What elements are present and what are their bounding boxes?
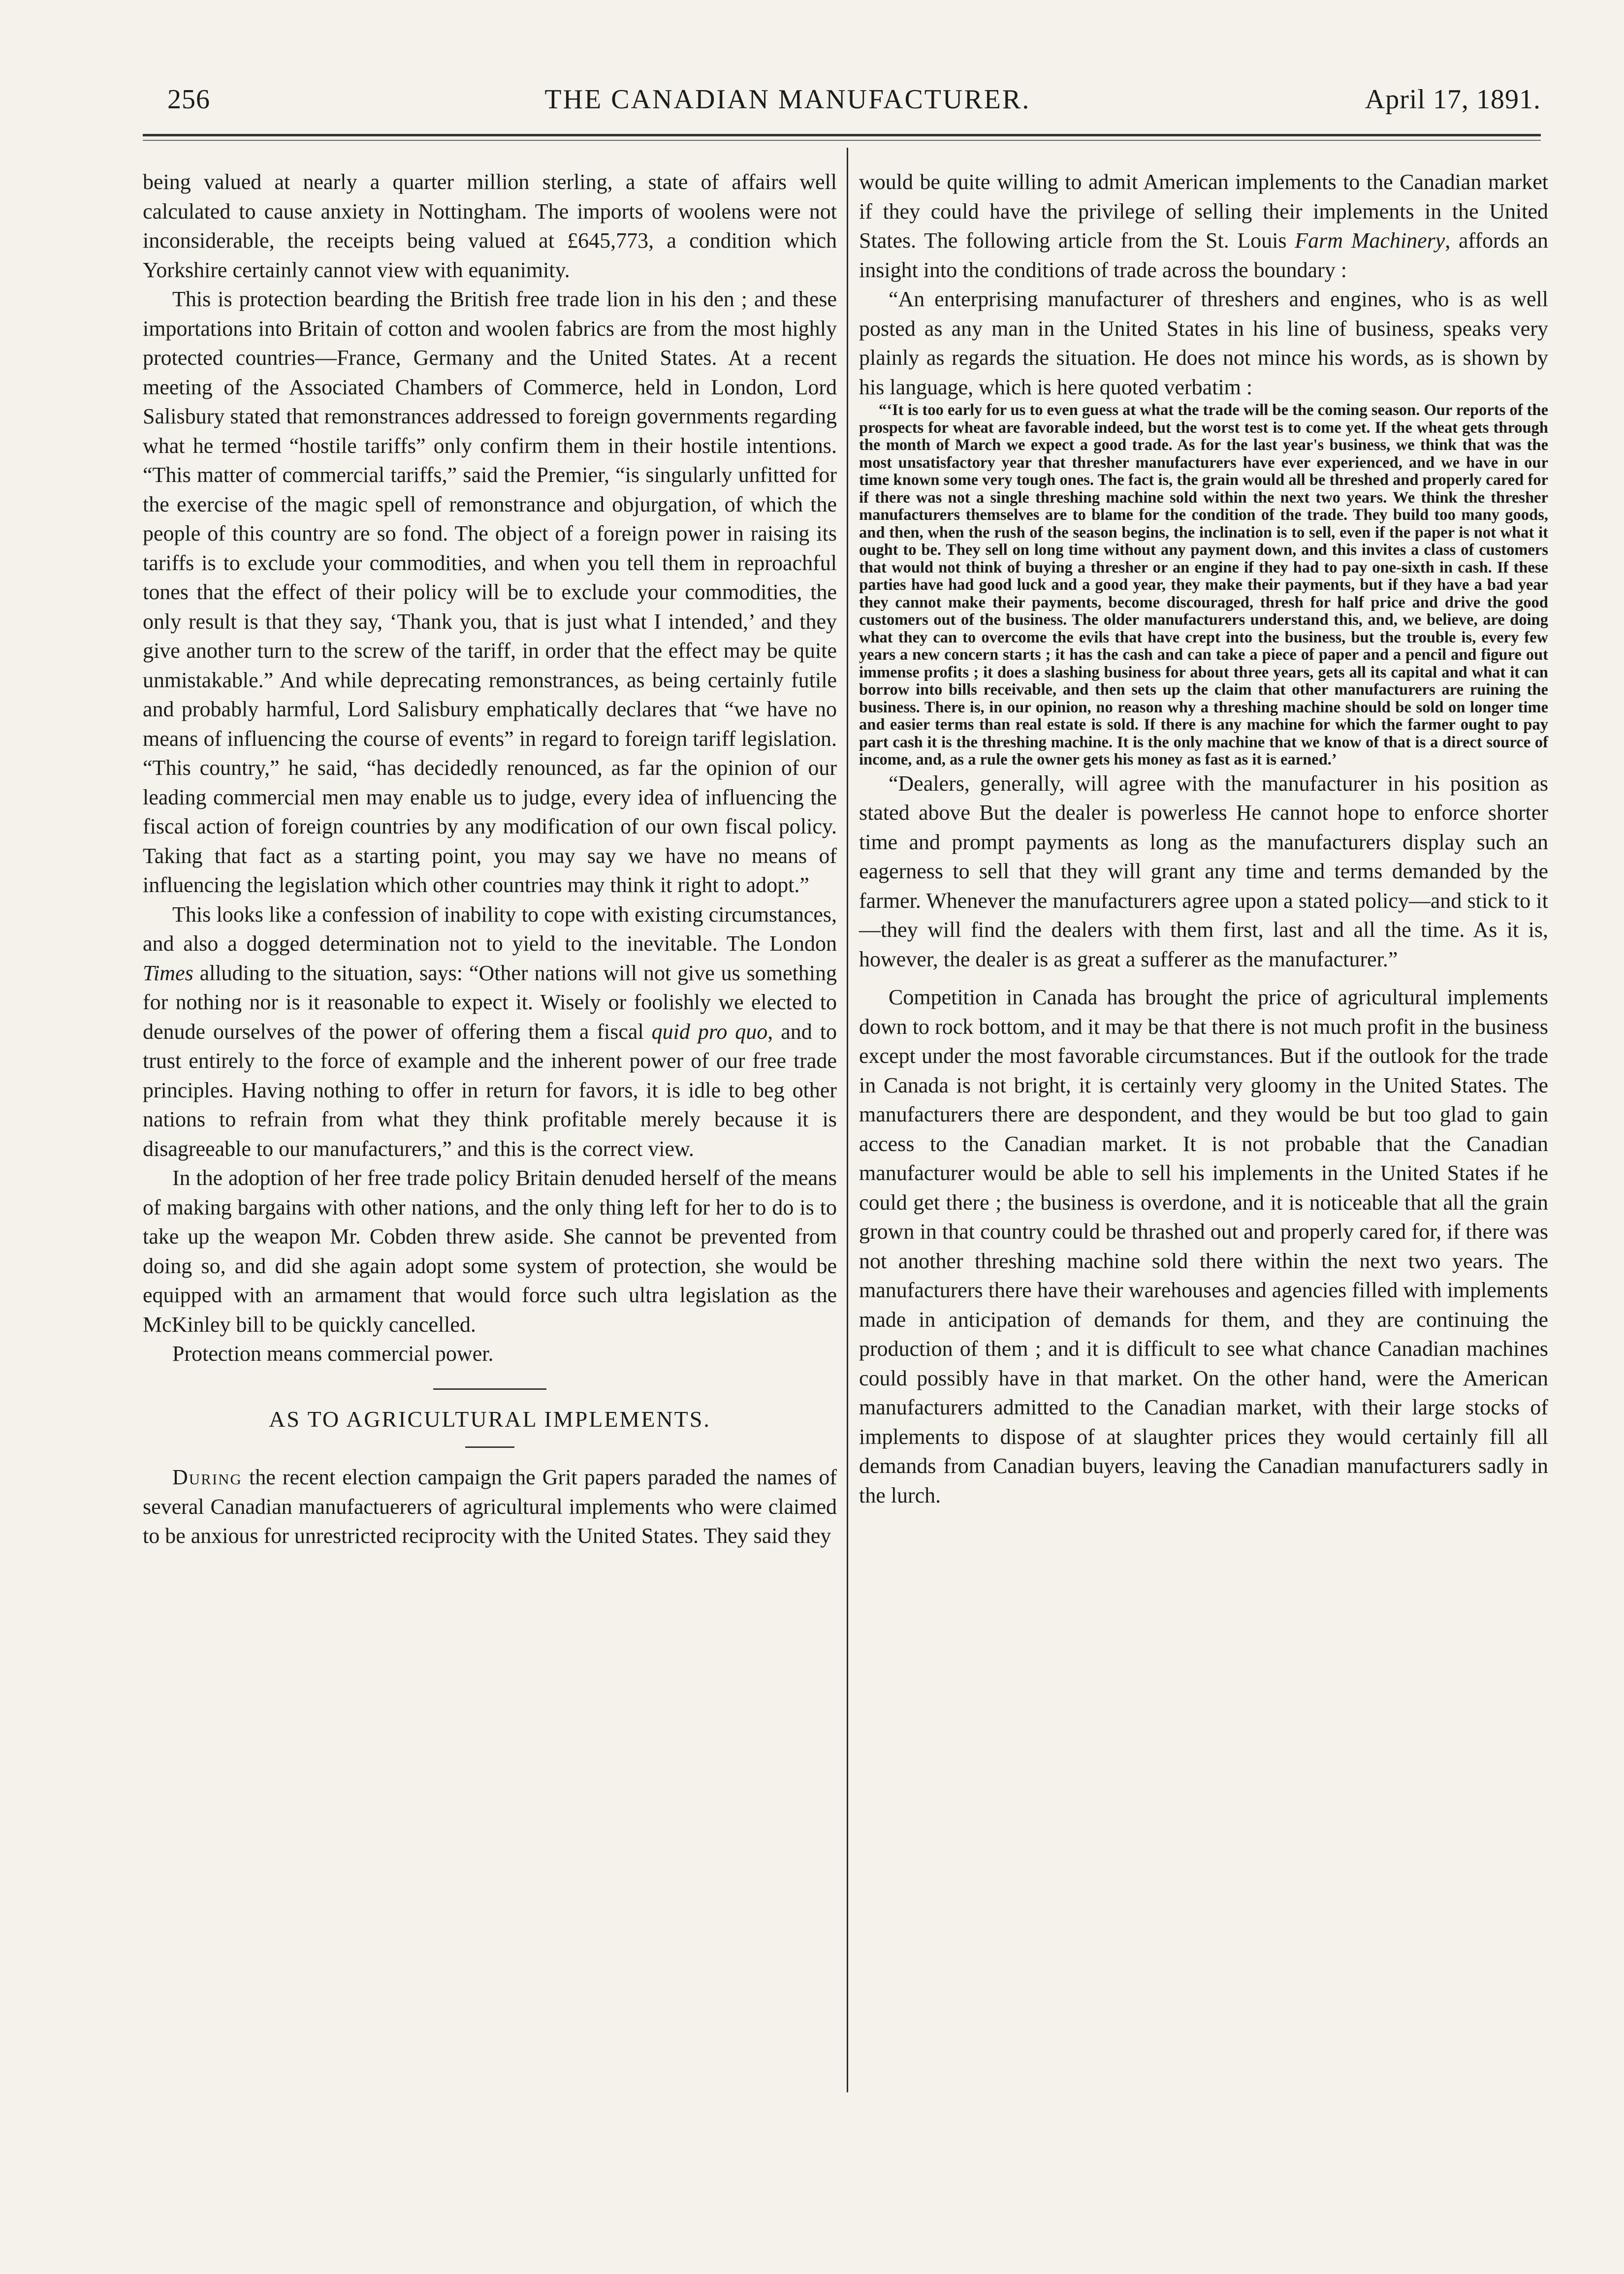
- publication-title: THE CANADIAN MANUFACTURER.: [544, 84, 1031, 115]
- left-p3-part-3: , and to trust entirely to the force of example and the inherent power of our free trade principles. Having nothing to offer in return for favors, it is idle to beg other nations to refrain from what they think profitable merely because it is disagreeable to our manufacturers,” and this is the correct view.: [143, 1019, 837, 1161]
- left-paragraph-4: In the adoption of her free trade policy Britain denuded herself of the means of making bargains with other nations, and the only thing left for her to do is to take up the weapon Mr. Cobden threw aside. She cannot be prevented from doing so, and did she again adopt some system of protection, she would be equipped with an armament that would force such ultra legislation as the McKinley bill to be quickly cancelled.: [143, 1166, 837, 1337]
- header-rule: [143, 134, 1541, 136]
- left-column: [143, 167, 837, 1551]
- section-heading-rule: [465, 1446, 514, 1448]
- right-p1-part-2: , affords an insight into the conditions of trade across the boundary :: [859, 228, 1548, 282]
- thresher-quote: “‘It is too early for us to even guess at what the trade will be the coming season. Our reports of the prospects for wheat are favorable indeed, but the worst test is to come yet. If the wheat gets through the month of March we expect a good trade. As for the last year's business, we think that was the most unsatisfactory year that thresher manufacturers have ever experienced, and we have in our time known some very tough ones. The fact is, the grain would all be threshed and properly cared for if there was not a single threshing machine sold within the next two years. We think the thresher manufacturers themselves are to blame for the condition of the trade. They build too many goods, and then, when the rush of the season begins, the inclination is to sell, even if the paper is not what it ought to be. They sell on long time without any payment down, and this invites a class of customers that would not think of buying a thresher or an engine if they had to pay one-sixth in cash. If these parties have had good luck and a good year, they make their payments, but if they have a bad year they cannot make their payments, become discouraged, thresh for half price and drive the good customers out of the business. The older manufacturers understand this, and, we believe, are doing what they can to overcome the evils that have crept into the business, but the trouble is, every few years a new concern starts ; it has the cash and can take a piece of paper and a pencil and figure out immense profits ; it does a slashing business for about three years, gets all its capital and what it can borrow into bills receivable, and then sets up the claim that other manufacturers are ruining the business. There is, in our opinion, no reason why a threshing machine should be sold on longer time and easier terms than real estate is sold. If there is any machine for which the farmer ought to pay part cash it is the threshing machine. It is the only machine that we know of that is a direct source of income, and, as a rule the owner gets his money as fast as it is earned.’: [859, 401, 1548, 769]
- left-p3-part-1: This looks like a confession of inability to cope with existing circumstances, and also a dogged determination not to yield to the inevitable. The London: [143, 902, 837, 956]
- page-header: [167, 84, 1541, 123]
- farm-machinery-title: Farm Machinery: [1295, 228, 1445, 253]
- right-p1-part-1: would be quite willing to admit American implements to the Canadian market if they could have the privilege of selling their implements in the United States. The following article from the St. Louis: [859, 170, 1548, 253]
- left-paragraph-5: Protection means commercial power.: [172, 1342, 494, 1366]
- left-paragraph-6: [143, 1463, 837, 1551]
- section-rule: [433, 1388, 546, 1390]
- left-paragraph-2: This is protection bearding the British free trade lion in his den ; and these importations into Britain of cotton and woolen fabrics are from the most highly protected countries—France, Germany and the United States. At a recent meeting of the Associated Chambers of Commerce, held in London, Lord Salisbury stated that remonstrances addressed to foreign governments regarding what he termed “hostile tariffs” only confirm them in their hostile intentions. “This matter of commercial tariffs,” said the Premier, “is singularly unfitted for the exercise of the magic spell of remonstrance and objurgation, of which the people of this country are so fond. The object of a foreign power in raising its tariffs is to exclude your commodities, and when you tell them in reproachful tones that the effect of their policy will be to exclude your commodities, the only result is that they say, ‘Thank you, that is just what I intended,’ and they give another turn to the screw of the tariff, in order that the effect may be quite unmistakable.” And while deprecating remonstrances, as being certainly futile and probably harmful, Lord Salisbury emphatically declares that “we have no means of influencing the course of events” in regard to foreign tariff legislation. “This country,” he said, “has decidedly renounced, as far the opinion of our leading commercial men may enable us to judge, every idea of influencing the fiscal action of foreign countries by any modification of our own fiscal policy. Taking that fact as a starting point, you may say we have no means of influencing the legislation which other countries may think it right to adopt.”: [143, 287, 837, 897]
- column-divider: [847, 148, 848, 2092]
- quid-pro-quo: quid pro quo: [651, 1019, 768, 1044]
- header-rule-thin: [143, 140, 1541, 141]
- right-paragraph-4: Competition in Canada has brought the price of agricultural implements down to rock bottom, and it may be that there is not much profit in the business except under the most favorable circumstances. But if the outlook for the trade in Canada is not bright, it is certainly very gloomy in the United States. The manufacturers there are despondent, and they would be but too glad to gain access to the Canadian market. It is not probable that the Canadian manufacturer would be able to sell his implements in the United States if he could get there ; the business is overdone, and it is noticeable that all the grain grown in that country could be thrashed out and properly cared for, if there was not another threshing machine sold there within the next two years. The manufacturers there have their warehouses and agencies filled with implements made in anticipation of demands for them, and they are continuing the production of them ; and it is difficult to see what chance Canadian machines could possibly have in that market. On the other hand, were the American manufacturers admitted to the Canadian market, with their large stocks of implements to dispose of at slaughter prices they would certainly fill all demands from Canadian buyers, leaving the Canadian manufacturers sadly in the lurch.: [859, 985, 1548, 1507]
- right-paragraph-2: “An enterprising manufacturer of threshers and engines, who is as well posted as any man in the United States in his line of business, speaks very plainly as regards the situation. He does not mince his words, as is shown by his language, which is here quoted verbatim :: [859, 287, 1548, 399]
- right-paragraph-1: [859, 167, 1548, 285]
- section-heading: AS TO AGRICULTURAL IMPLEMENTS.: [269, 1406, 711, 1432]
- left-p3-part-2: alluding to the situation, says: “Other nations will not give us something for nothing nor is it reasonable to expect it. Wisely or foolishly we elected to denude ourselves of the power of offering them a fiscal: [143, 961, 837, 1044]
- left-paragraph-3: [143, 900, 837, 1164]
- drop-word: During: [172, 1465, 242, 1489]
- left-p6-text: the recent election campaign the Grit papers paraded the names of several Canadian manufactuerers of agricultural implements who were claimed to be anxious for unrestricted reciprocity with the United States. They said they: [143, 1465, 837, 1548]
- right-column: [859, 167, 1548, 1510]
- right-paragraph-3: “Dealers, generally, will agree with the manufacturer in his position as stated above But the dealer is powerless He cannot hope to enforce shorter time and prompt payments as long as the manufacturers display such an eagerness to sell that they will grant any time and terms demanded by the farmer. Whenever the manufacturers agree upon a stated policy—and stick to it—they will find the dealers with them first, last and all the time. As it is, however, the dealer is as great a sufferer as the manufacturer.”: [859, 771, 1548, 971]
- issue-date: April 17, 1891.: [1365, 84, 1541, 115]
- left-paragraph-1: being valued at nearly a quarter million sterling, a state of affairs well calculated to cause anxiety in Nottingham. The imports of woolens were not inconsiderable, the receipts being valued at £645,773, a condition which Yorkshire certainly cannot view with equanimity.: [143, 170, 837, 282]
- times-newspaper-name: Times: [143, 961, 193, 985]
- page-number: 256: [167, 84, 210, 115]
